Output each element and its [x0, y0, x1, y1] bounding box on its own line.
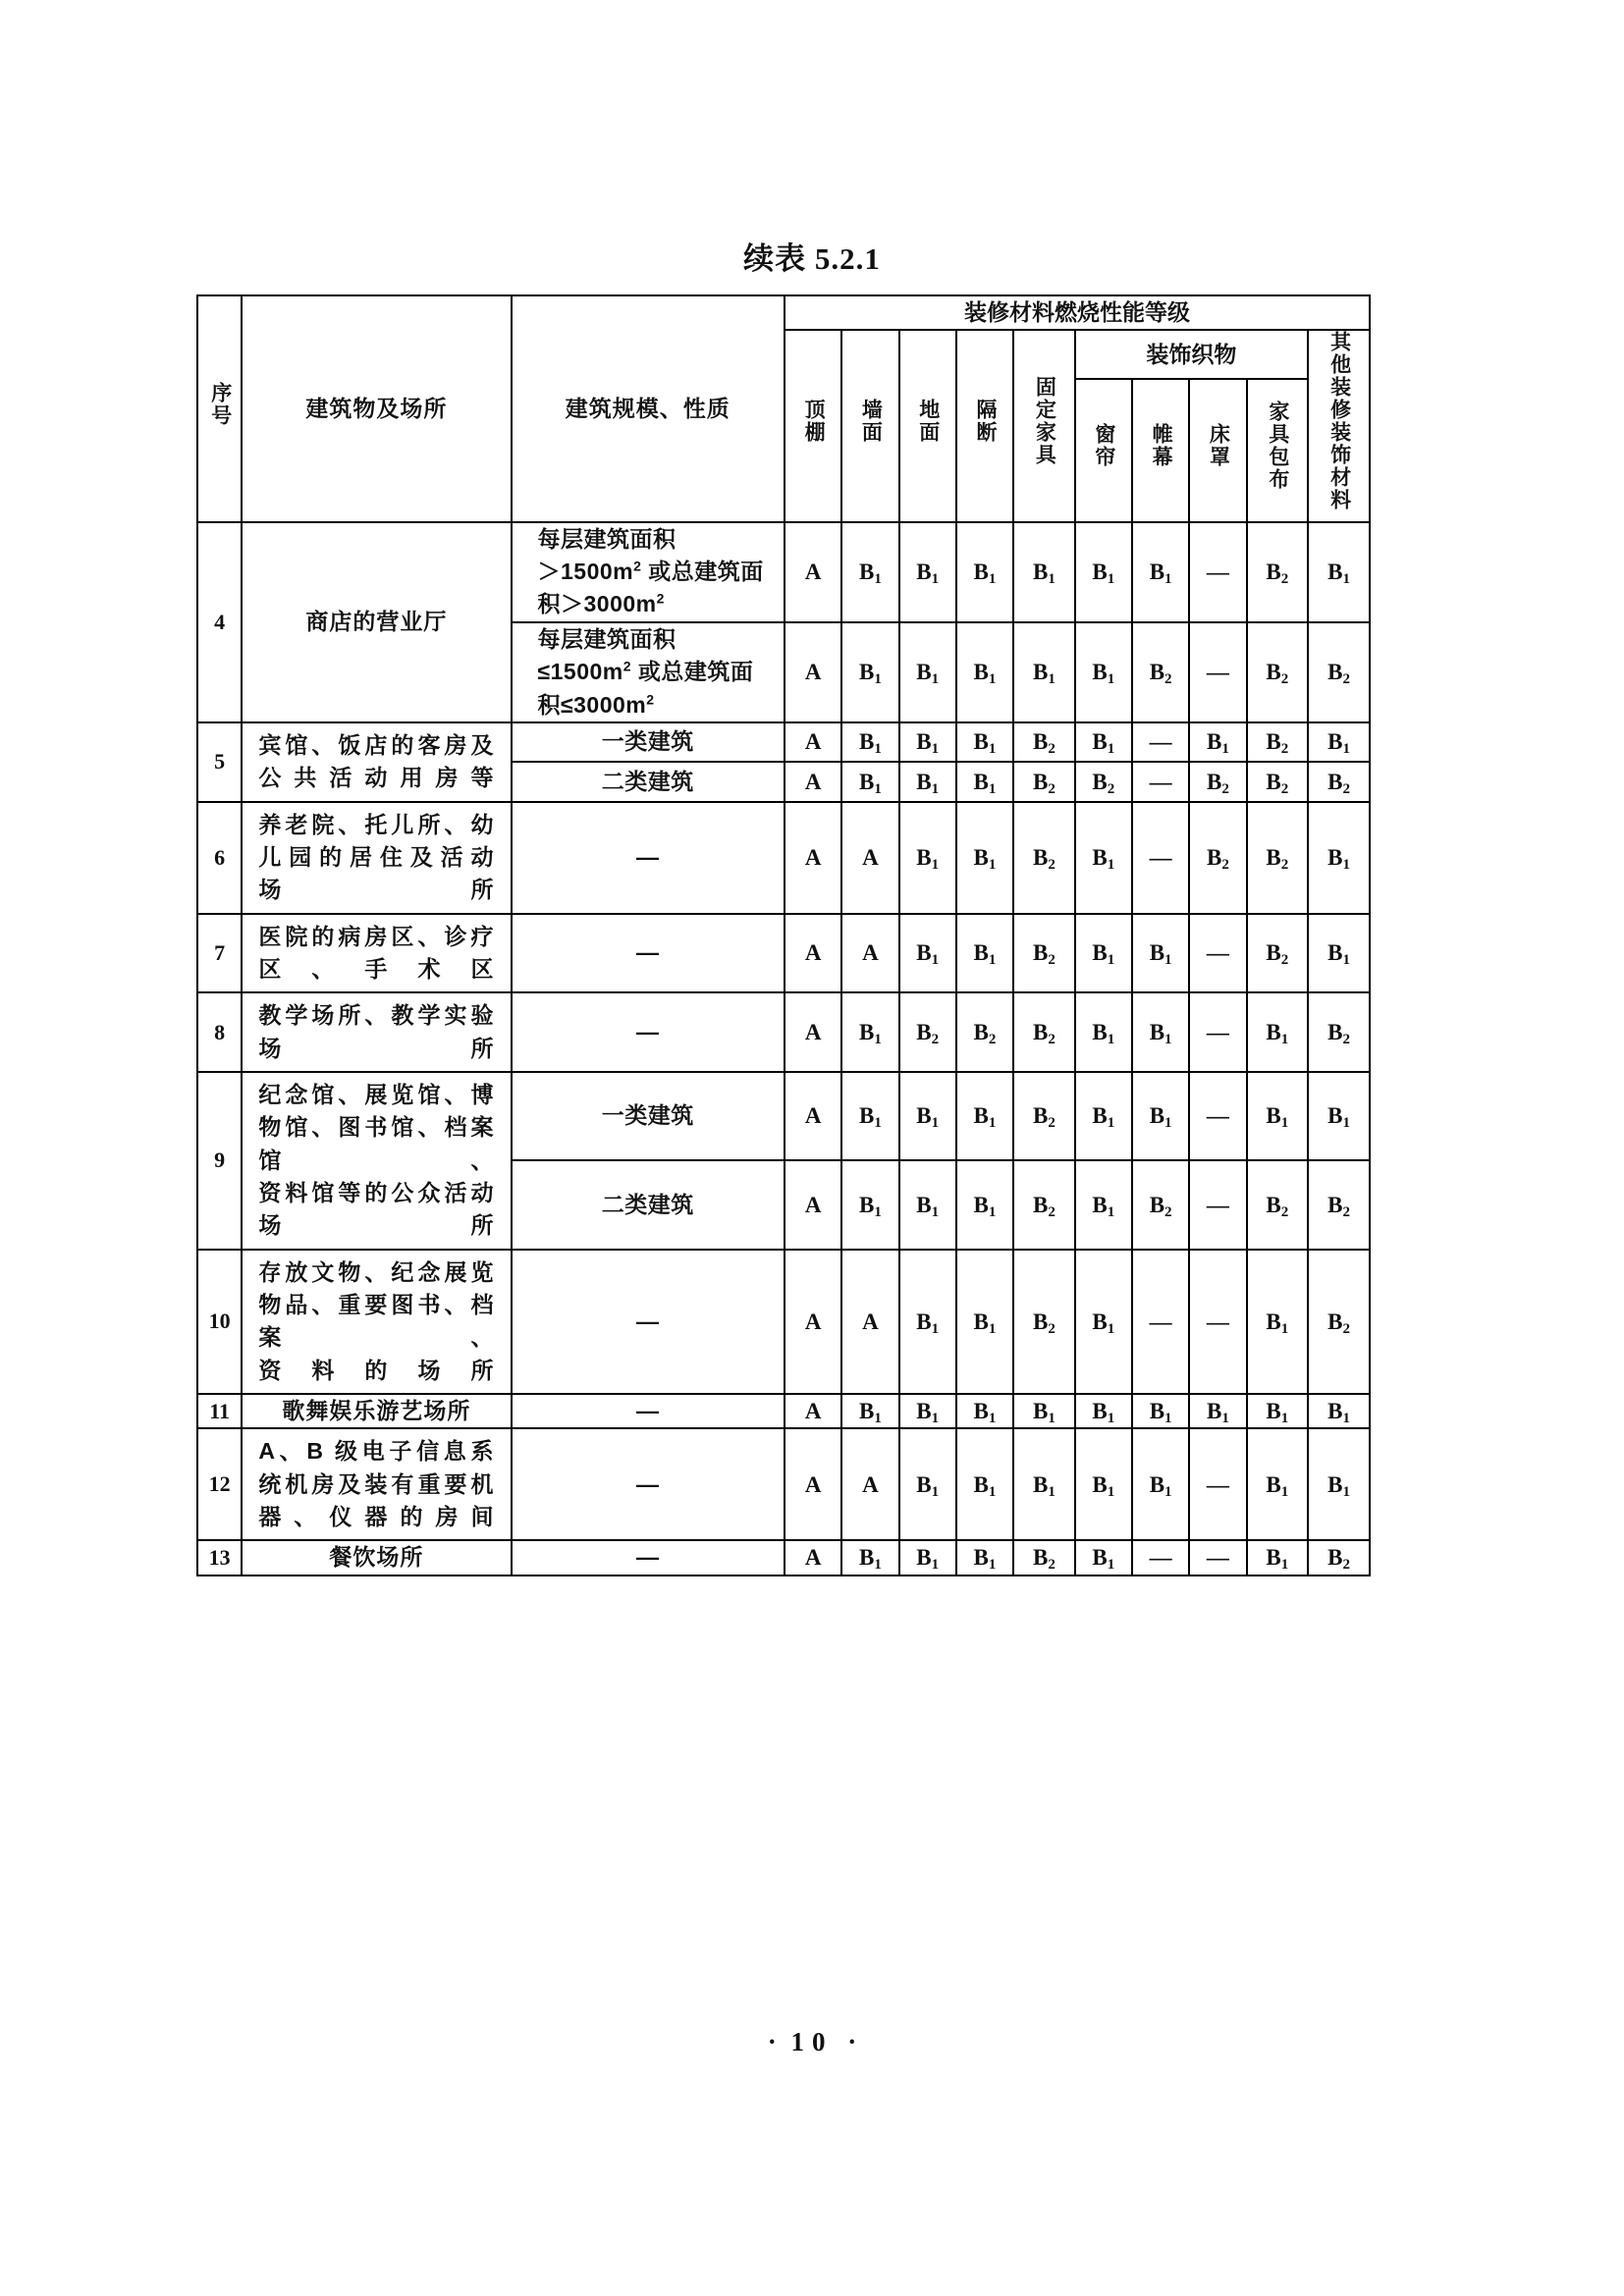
table-row: [197, 992, 1370, 1072]
grade-curtain: $B_2$: [1075, 762, 1132, 801]
footer-dot-right: ·: [847, 2027, 857, 2056]
grade-wall: $B_1$: [841, 762, 898, 801]
grade-partition: $B_1$: [956, 1428, 1013, 1540]
row-index: 10: [197, 1250, 242, 1394]
grade-furniture-fabric: $B_2$: [1247, 522, 1309, 622]
grade-wall: $B_1$: [841, 522, 898, 622]
grade-bedcover: —: [1189, 1428, 1246, 1540]
grade-drape: $B_1$: [1132, 1394, 1189, 1428]
row-index: 8: [197, 992, 242, 1072]
grade-fixed-furniture: $B_1$: [1013, 622, 1075, 722]
header-wall-label: 墙面: [859, 399, 883, 445]
row-scale: —: [512, 992, 785, 1072]
header-curtain-label: 窗帘: [1092, 423, 1115, 469]
grade-ceiling: A: [785, 1072, 841, 1160]
header-bedcover: [1189, 379, 1246, 522]
header-textile-group: 装饰织物: [1075, 330, 1308, 379]
grade-drape: —: [1132, 1250, 1189, 1394]
row-building-name: 养老院、托儿所、幼 儿园的居住及活动 场所: [242, 802, 511, 914]
grade-curtain: $B_1$: [1075, 1072, 1132, 1160]
grade-wall: A: [841, 1428, 898, 1540]
grade-fixed-furniture: $B_2$: [1013, 1072, 1075, 1160]
grade-drape: $B_1$: [1132, 522, 1189, 622]
grade-bedcover: —: [1189, 622, 1246, 722]
grade-other: $B_2$: [1308, 1160, 1370, 1249]
grade-curtain: $B_1$: [1075, 1394, 1132, 1428]
grade-fixed-furniture: $B_2$: [1013, 722, 1075, 762]
grade-furniture-fabric: $B_2$: [1247, 802, 1309, 914]
grade-bedcover: $B_1$: [1189, 1394, 1246, 1428]
row-scale: 每层建筑面积 $>1500m^2$ 或总建筑面 积$>3000m^2$: [512, 522, 785, 622]
table-row: [197, 1428, 1370, 1540]
grade-other: $B_2$: [1308, 762, 1370, 801]
header-partition-label: 隔断: [973, 399, 997, 445]
grade-curtain: $B_1$: [1075, 1160, 1132, 1249]
grade-bedcover: —: [1189, 992, 1246, 1072]
page-number: 10: [790, 2027, 834, 2056]
header-scale: 建筑规模、性质: [512, 295, 785, 522]
header-other-label: 其他装修装饰材料: [1327, 331, 1351, 512]
row-index: 7: [197, 914, 242, 993]
grade-drape: —: [1132, 802, 1189, 914]
grade-furniture-fabric: $B_1$: [1247, 992, 1309, 1072]
grade-other: $B_2$: [1308, 1540, 1370, 1575]
table-row: [197, 802, 1370, 914]
header-fixed-furniture-label: 固定家具: [1033, 376, 1056, 467]
header-wall: [841, 330, 898, 521]
grade-partition: $B_1$: [956, 1540, 1013, 1575]
grade-furniture-fabric: $B_1$: [1247, 1394, 1309, 1428]
table-row: [197, 914, 1370, 993]
row-building-name: A、B 级电子信息系 统机房及装有重要机 器、仪器的房间: [242, 1428, 511, 1540]
grade-ceiling: A: [785, 1428, 841, 1540]
grade-wall: $B_1$: [841, 992, 898, 1072]
grade-wall: $B_1$: [841, 1072, 898, 1160]
grade-drape: —: [1132, 722, 1189, 762]
table-header-row-1: [197, 295, 1370, 330]
grade-drape: —: [1132, 762, 1189, 801]
grade-wall: A: [841, 914, 898, 993]
grade-fixed-furniture: $B_1$: [1013, 1428, 1075, 1540]
row-scale: —: [512, 1250, 785, 1394]
grade-partition: $B_1$: [956, 522, 1013, 622]
grade-partition: $B_1$: [956, 722, 1013, 762]
grade-partition: $B_1$: [956, 1394, 1013, 1428]
grade-other: $B_1$: [1308, 722, 1370, 762]
header-other: [1308, 330, 1370, 521]
grade-drape: —: [1132, 1540, 1189, 1575]
grade-bedcover: —: [1189, 522, 1246, 622]
row-scale: —: [512, 914, 785, 993]
grade-furniture-fabric: $B_2$: [1247, 762, 1309, 801]
grade-ceiling: A: [785, 762, 841, 801]
table-row: [197, 1072, 1370, 1160]
grade-partition: $B_1$: [956, 762, 1013, 801]
grade-drape: $B_2$: [1132, 622, 1189, 722]
grade-other: $B_2$: [1308, 992, 1370, 1072]
grade-drape: $B_1$: [1132, 914, 1189, 993]
header-fixed-furniture: [1013, 330, 1075, 521]
grade-ceiling: A: [785, 522, 841, 622]
grade-furniture-fabric: $B_1$: [1247, 1540, 1309, 1575]
grade-other: $B_1$: [1308, 1394, 1370, 1428]
grade-furniture-fabric: $B_2$: [1247, 1160, 1309, 1249]
grade-curtain: $B_1$: [1075, 522, 1132, 622]
grade-ceiling: A: [785, 802, 841, 914]
row-index: 5: [197, 722, 242, 802]
row-index: 11: [197, 1394, 242, 1428]
header-bedcover-label: 床罩: [1207, 423, 1230, 469]
grade-floor: $B_1$: [899, 622, 956, 722]
grade-bedcover: —: [1189, 1540, 1246, 1575]
header-drape: [1132, 379, 1189, 522]
grade-bedcover: $B_2$: [1189, 802, 1246, 914]
grade-curtain: $B_1$: [1075, 802, 1132, 914]
grade-floor: $B_1$: [899, 762, 956, 801]
row-scale: 二类建筑: [512, 1160, 785, 1249]
row-building-name: 医院的病房区、诊疗 区、手术区: [242, 914, 511, 993]
table-row: [197, 1250, 1370, 1394]
table-row: [197, 522, 1370, 622]
row-scale: —: [512, 1428, 785, 1540]
row-building-name: 存放文物、纪念展览 物品、重要图书、档案、 资料的场所: [242, 1250, 511, 1394]
grade-curtain: $B_1$: [1075, 992, 1132, 1072]
grade-floor: $B_2$: [899, 992, 956, 1072]
table-row: [197, 1394, 1370, 1428]
grade-floor: $B_1$: [899, 722, 956, 762]
grade-fixed-furniture: $B_2$: [1013, 802, 1075, 914]
grade-bedcover: $B_2$: [1189, 762, 1246, 801]
grade-floor: $B_1$: [899, 1540, 956, 1575]
grade-fixed-furniture: $B_2$: [1013, 1160, 1075, 1249]
grade-bedcover: —: [1189, 1160, 1246, 1249]
row-building-name: 餐饮场所: [242, 1540, 511, 1575]
grade-other: $B_1$: [1308, 1072, 1370, 1160]
grade-bedcover: —: [1189, 1250, 1246, 1394]
grade-ceiling: A: [785, 1160, 841, 1249]
row-scale: 一类建筑: [512, 1072, 785, 1160]
grade-furniture-fabric: $B_2$: [1247, 914, 1309, 993]
grade-bedcover: —: [1189, 1072, 1246, 1160]
header-index: [197, 295, 242, 522]
row-scale: —: [512, 802, 785, 914]
grade-furniture-fabric: $B_1$: [1247, 1072, 1309, 1160]
grade-other: $B_1$: [1308, 522, 1370, 622]
grade-partition: $B_1$: [956, 1160, 1013, 1249]
fire-performance-table: [196, 294, 1371, 1576]
row-building-name: 商店的营业厅: [242, 522, 511, 722]
page-title: 续表 5.2.1: [743, 241, 881, 276]
grade-partition: $B_1$: [956, 914, 1013, 993]
grade-fixed-furniture: $B_2$: [1013, 1250, 1075, 1394]
header-furniture-fabric-label: 家具包布: [1266, 400, 1289, 492]
grade-floor: $B_1$: [899, 1250, 956, 1394]
grade-other: $B_1$: [1308, 914, 1370, 993]
page-footer: [0, 2027, 1624, 2057]
table-container: [196, 294, 1371, 1576]
grade-fixed-furniture: $B_2$: [1013, 762, 1075, 801]
grade-ceiling: A: [785, 992, 841, 1072]
grade-ceiling: A: [785, 622, 841, 722]
grade-fixed-furniture: $B_1$: [1013, 522, 1075, 622]
grade-floor: $B_1$: [899, 1072, 956, 1160]
grade-furniture-fabric: $B_2$: [1247, 722, 1309, 762]
row-building-name: 教学场所、教学实验 场所: [242, 992, 511, 1072]
header-curtain: [1075, 379, 1132, 522]
header-index-label: 序号: [208, 381, 232, 427]
header-ceiling: [785, 330, 841, 521]
grade-fixed-furniture: $B_2$: [1013, 992, 1075, 1072]
grade-other: $B_2$: [1308, 1250, 1370, 1394]
footer-dot-left: ·: [767, 2027, 777, 2056]
grade-furniture-fabric: $B_1$: [1247, 1250, 1309, 1394]
grade-curtain: $B_1$: [1075, 1250, 1132, 1394]
row-scale: —: [512, 1540, 785, 1575]
row-index: 9: [197, 1072, 242, 1250]
grade-drape: $B_2$: [1132, 1160, 1189, 1249]
grade-drape: $B_1$: [1132, 992, 1189, 1072]
grade-other: $B_1$: [1308, 802, 1370, 914]
header-floor-label: 地面: [916, 399, 940, 445]
grade-wall: $B_1$: [841, 1540, 898, 1575]
grade-fixed-furniture: $B_1$: [1013, 1394, 1075, 1428]
grade-curtain: $B_1$: [1075, 1540, 1132, 1575]
grade-floor: $B_1$: [899, 1428, 956, 1540]
grade-wall: A: [841, 1250, 898, 1394]
grade-partition: $B_1$: [956, 622, 1013, 722]
grade-ceiling: A: [785, 1540, 841, 1575]
row-scale: 一类建筑: [512, 722, 785, 762]
grade-other: $B_2$: [1308, 622, 1370, 722]
grade-ceiling: A: [785, 722, 841, 762]
header-building: 建筑物及场所: [242, 295, 511, 522]
row-scale: —: [512, 1394, 785, 1428]
grade-wall: $B_1$: [841, 622, 898, 722]
row-building-name: 歌舞娱乐游艺场所: [242, 1394, 511, 1428]
grade-fixed-furniture: $B_2$: [1013, 914, 1075, 993]
grade-floor: $B_1$: [899, 802, 956, 914]
grade-curtain: $B_1$: [1075, 914, 1132, 993]
grade-other: $B_1$: [1308, 1428, 1370, 1540]
grade-ceiling: A: [785, 1250, 841, 1394]
grade-drape: $B_1$: [1132, 1072, 1189, 1160]
row-index: 12: [197, 1428, 242, 1540]
grade-fixed-furniture: $B_2$: [1013, 1540, 1075, 1575]
row-index: 4: [197, 522, 242, 722]
grade-partition: $B_1$: [956, 1072, 1013, 1160]
row-index: 13: [197, 1540, 242, 1575]
grade-partition: $B_2$: [956, 992, 1013, 1072]
table-row: [197, 1540, 1370, 1575]
grade-curtain: $B_1$: [1075, 622, 1132, 722]
grade-curtain: $B_1$: [1075, 722, 1132, 762]
grade-furniture-fabric: $B_2$: [1247, 622, 1309, 722]
grade-floor: $B_1$: [899, 1160, 956, 1249]
grade-bedcover: —: [1189, 914, 1246, 993]
grade-furniture-fabric: $B_1$: [1247, 1428, 1309, 1540]
row-building-name: 纪念馆、展览馆、博 物馆、图书馆、档案馆、 资料馆等的公众活动 场所: [242, 1072, 511, 1250]
grade-floor: $B_1$: [899, 522, 956, 622]
header-ceiling-label: 顶棚: [802, 399, 826, 445]
table-row: [197, 722, 1370, 762]
grade-bedcover: $B_1$: [1189, 722, 1246, 762]
grade-ceiling: A: [785, 1394, 841, 1428]
grade-wall: $B_1$: [841, 1160, 898, 1249]
header-furniture-fabric: [1247, 379, 1309, 522]
grade-floor: $B_1$: [899, 1394, 956, 1428]
grade-wall: $B_1$: [841, 1394, 898, 1428]
grade-wall: $B_1$: [841, 722, 898, 762]
row-index: 6: [197, 802, 242, 914]
row-building-name: 宾馆、饭店的客房及 公共活动用房等: [242, 722, 511, 802]
grade-wall: A: [841, 802, 898, 914]
grade-curtain: $B_1$: [1075, 1428, 1132, 1540]
header-floor: [899, 330, 956, 521]
header-drape-label: 帷幕: [1150, 423, 1173, 469]
row-scale: 每层建筑面积 $\le 1500m^2$ 或总建筑面 积$\le 3000m^2$: [512, 622, 785, 722]
header-partition: [956, 330, 1013, 521]
grade-ceiling: A: [785, 914, 841, 993]
grade-floor: $B_1$: [899, 914, 956, 993]
grade-drape: $B_1$: [1132, 1428, 1189, 1540]
header-grade-group: 装修材料燃烧性能等级: [785, 295, 1370, 330]
grade-partition: $B_1$: [956, 1250, 1013, 1394]
grade-partition: $B_1$: [956, 802, 1013, 914]
row-scale: 二类建筑: [512, 762, 785, 801]
